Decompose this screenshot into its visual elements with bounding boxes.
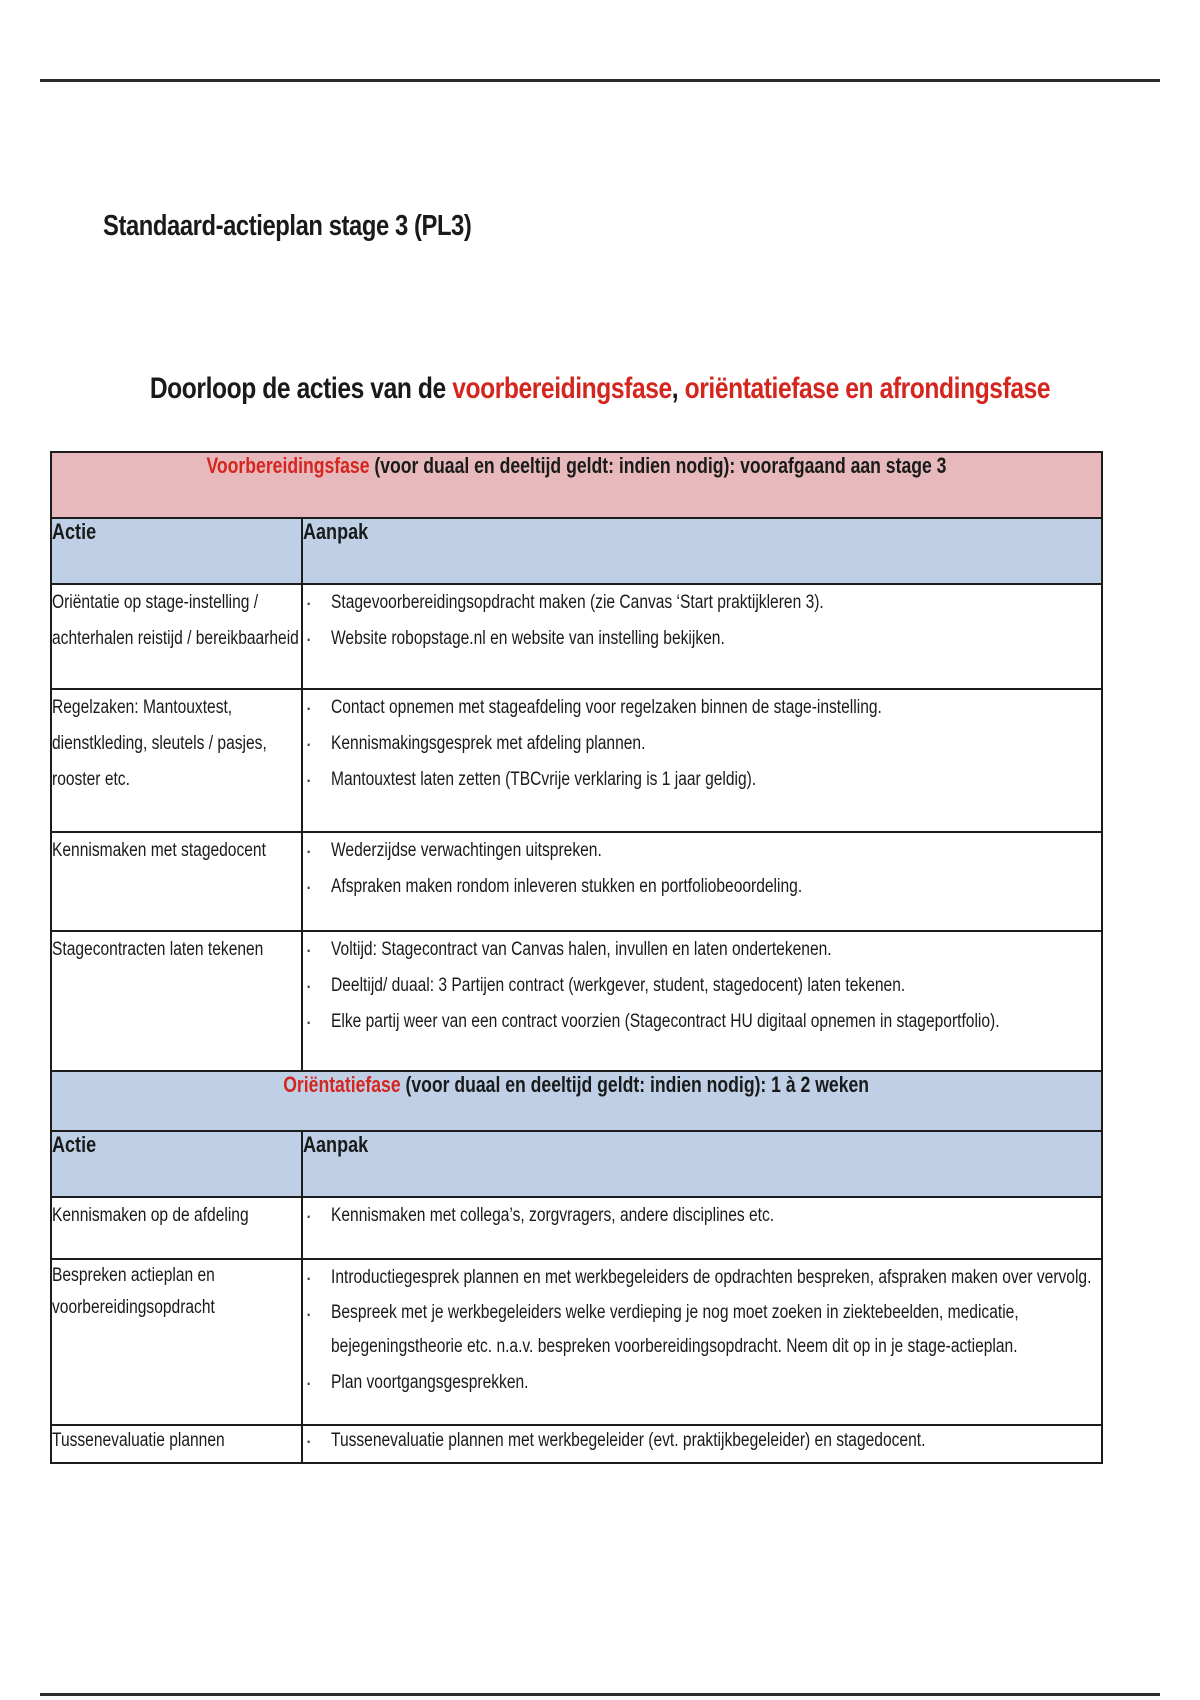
- table-row: [51, 584, 1102, 689]
- actie-text: Tussenevaluatie plannen: [52, 1430, 225, 1451]
- aanpak-item: · Tussenevaluatie plannen met werkbegeleider (evt. praktijkbegeleider) en stagedocent.: [303, 1426, 1101, 1456]
- phase-header-orientatiefase: [51, 1071, 1102, 1131]
- top-divider: [40, 79, 1160, 82]
- aanpak-item: · Website robopstage.nl en website van instelling bekijken.: [303, 621, 1101, 657]
- actie-text: Regelzaken: Mantouxtest, dienstkleding, sleutels / pasjes, rooster etc.: [52, 697, 267, 790]
- aanpak-list: [303, 932, 1101, 1040]
- subtitle-separator: ,: [671, 372, 685, 405]
- column-header-actie: Actie: [52, 1132, 97, 1157]
- action-plan-table: [50, 451, 1103, 1464]
- table-row: [51, 689, 1102, 832]
- subtitle-phase-voorbereiding: voorbereidingsfase: [452, 372, 672, 405]
- column-header-row: [51, 518, 1102, 584]
- table-row: [51, 832, 1102, 931]
- column-header-aanpak: Aanpak: [303, 1132, 369, 1157]
- actie-text: Stagecontracten laten tekenen: [52, 939, 264, 960]
- column-header-row: [51, 1131, 1102, 1197]
- aanpak-item: · Afspraken maken rondom inleveren stukken en portfoliobeoordeling.: [303, 869, 1101, 905]
- aanpak-item: · Wederzijdse verwachtingen uitspreken.: [303, 833, 1101, 869]
- aanpak-item: · Contact opnemen met stageafdeling voor regelzaken binnen de stage-instelling.: [303, 690, 1101, 726]
- phase-header-voorbereidingsfase: [51, 452, 1102, 518]
- aanpak-item: · Kennismaken met collega’s, zorgvragers, andere disciplines etc.: [303, 1198, 1101, 1234]
- table-row: [51, 1197, 1102, 1259]
- actie-text: Kennismaken op de afdeling: [52, 1205, 249, 1226]
- column-header-actie: Actie: [52, 519, 97, 544]
- phase-name: Oriëntatiefase: [283, 1072, 401, 1097]
- document-title: Standaard-actieplan stage 3 (PL3): [103, 210, 472, 242]
- document-subtitle: [0, 372, 1200, 406]
- aanpak-list: [303, 1426, 1101, 1456]
- actie-text: Bespreken actieplan en voorbereidingsopdracht: [52, 1265, 215, 1318]
- aanpak-item: · Voltijd: Stagecontract van Canvas halen, invullen en laten ondertekenen.: [303, 932, 1101, 968]
- table-row: [51, 1425, 1102, 1463]
- column-header-aanpak: Aanpak: [303, 519, 369, 544]
- aanpak-list: [303, 585, 1101, 657]
- aanpak-list: [303, 1198, 1101, 1234]
- phase-description: (voor duaal en deeltijd geldt: indien nodig): voorafgaand aan stage 3: [369, 453, 947, 478]
- aanpak-item: · Deeltijd/ duaal: 3 Partijen contract (werkgever, student, stagedocent) laten tekenen.: [303, 968, 1101, 1004]
- aanpak-list: [303, 833, 1101, 905]
- aanpak-item: · Elke partij weer van een contract voorzien (Stagecontract HU digitaal opnemen in stageportfolio).: [303, 1004, 1101, 1040]
- aanpak-item: · Kennismakingsgesprek met afdeling plannen.: [303, 726, 1101, 762]
- aanpak-item: · Introductiegesprek plannen en met werkbegeleiders de opdrachten bespreken, afspraken maken over vervolg.: [303, 1260, 1101, 1296]
- aanpak-item: · Bespreek met je werkbegeleiders welke verdieping je nog moet zoeken in ziektebeelden, medicatie, bejegeningstheorie etc. n.a.v. bespreken voorbereidingsopdracht. Neem dit op in je stage-actieplan.: [303, 1296, 1101, 1365]
- subtitle-prefix: Doorloop de acties van de: [149, 372, 453, 405]
- aanpak-list: [303, 690, 1101, 798]
- aanpak-item: · Stagevoorbereidingsopdracht maken (zie Canvas ‘Start praktijkleren 3).: [303, 585, 1101, 621]
- aanpak-list: [303, 1260, 1101, 1401]
- phase-description: (voor duaal en deeltijd geldt: indien nodig): 1 à 2 weken: [400, 1072, 870, 1097]
- phase-name: Voorbereidingsfase: [206, 453, 370, 478]
- aanpak-item: · Plan voortgangsgesprekken.: [303, 1365, 1101, 1401]
- aanpak-item: · Mantouxtest laten zetten (TBCvrije verklaring is 1 jaar geldig).: [303, 762, 1101, 798]
- table-row: [51, 1259, 1102, 1425]
- actie-text: Oriëntatie op stage-instelling / achterhalen reistijd / bereikbaarheid: [52, 592, 299, 649]
- table-row: [51, 931, 1102, 1071]
- subtitle-phase-orientatie-afronding: oriëntatiefase en afrondingsfase: [684, 372, 1051, 405]
- bottom-divider: [40, 1693, 1160, 1696]
- actie-text: Kennismaken met stagedocent: [52, 840, 266, 861]
